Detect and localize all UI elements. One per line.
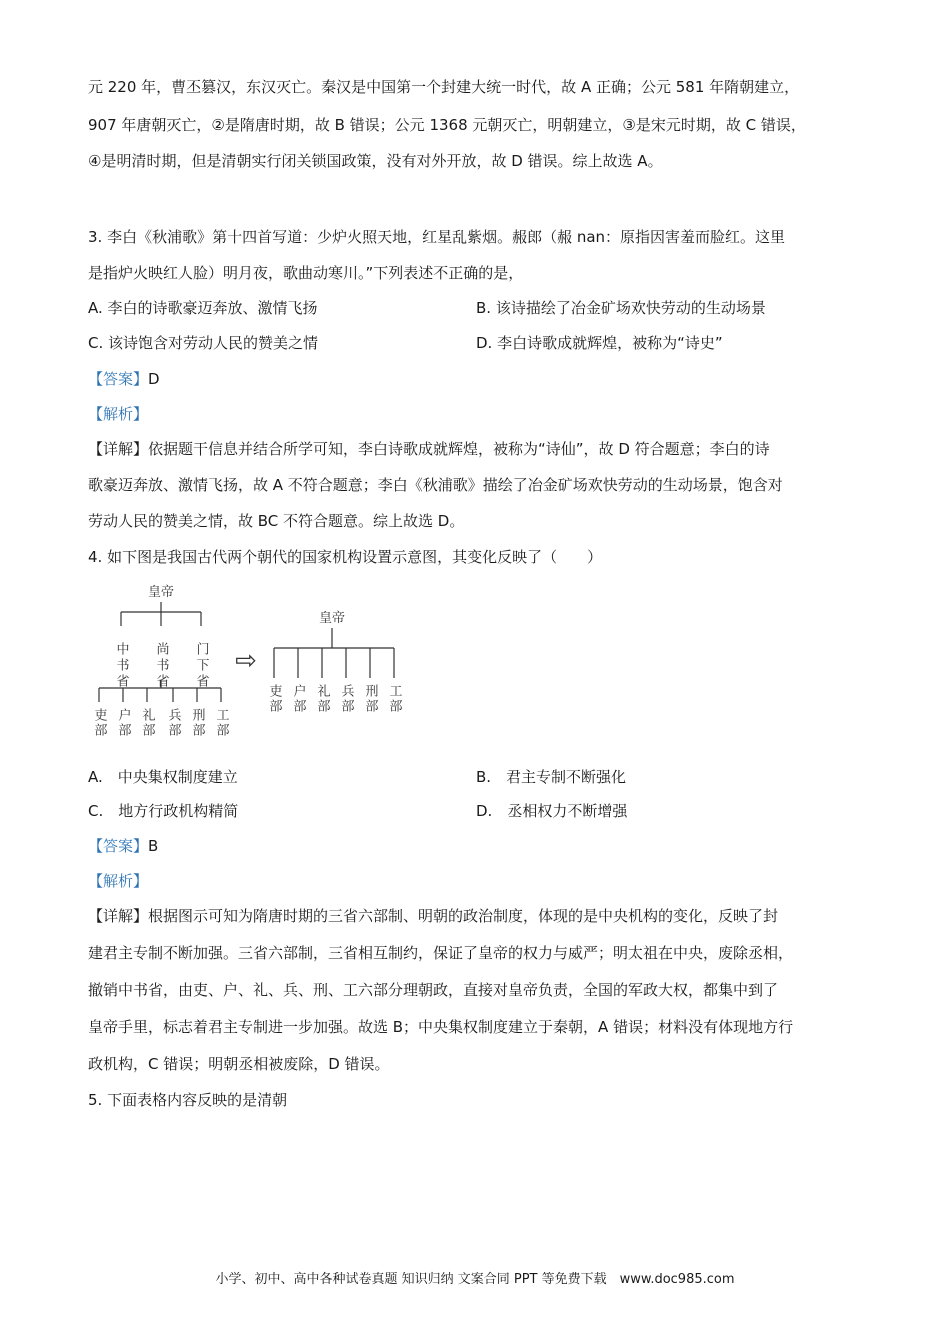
province-shangshu: 尚书省 [153, 642, 169, 690]
q3-option-b: B. 该诗描绘了冶金矿场欢快劳动的生动场景 [476, 299, 766, 317]
q4-stem: 4. 如下图是我国古代两个朝代的国家机构设置示意图，其变化反映了（ ） [88, 548, 603, 566]
q3-option-a: A. 李白的诗歌豪迈奔放、激情飞扬 [88, 299, 318, 317]
left-ministry-xing: 刑部 [189, 708, 205, 738]
right-ministry-gong: 工部 [386, 684, 402, 714]
page-footer: 小学、初中、高中各种试卷真题 知识归纳 文案合同 PPT 等免费下载 www.doc985.com [215, 1272, 735, 1287]
right-ministry-rites: 礼部 [314, 684, 330, 714]
q3-stem-line-1: 3. 李白《秋浦歌》第十四首写道：少炉火照天地，红星乱紫烟。赧郎（赧 nan：原指因害羞而脸红。这里 [88, 228, 786, 246]
q4-answer: B [148, 837, 159, 855]
left-emperor-label: 皇帝 [147, 585, 175, 600]
q4-detail-line-1: 【详解】根据图示可知为隋唐时期的三省六部制、明朝的政治制度，体现的是中央机构的变化，反映了封 [88, 907, 779, 925]
change-arrow-icon: ⇨ [235, 646, 257, 676]
q4-option-a: A. 中央集权制度建立 [88, 768, 238, 786]
q3-detail-line-1: 【详解】依据题干信息并结合所学可知，李白诗歌成就辉煌，被称为“诗仙”，故 D 符合题意；李白的诗 [88, 440, 770, 458]
left-ministry-hu: 户部 [115, 708, 131, 738]
q4-option-b: B. 君主专制不断强化 [476, 768, 627, 786]
q4-answer-tag: 【答案】 [88, 837, 149, 855]
q4-option-c: C. 地方行政机构精简 [88, 802, 239, 820]
q4-detail-line-3: 撤销中书省，由吏、户、礼、兵、刑、工六部分理朝政，直接对皇帝负责，全国的军政大权，都集中到了 [88, 981, 779, 999]
q4-analysis-tag: 【解析】 [88, 872, 149, 890]
q3-analysis-tag: 【解析】 [88, 405, 149, 423]
province-zhongshu: 中书省 [113, 642, 129, 690]
q3-option-d: D. 李白诗歌成就辉煌，被称为“诗史” [476, 334, 723, 352]
q3-detail-line-3: 劳动人民的赞美之情，故 BC 不符合题意。综上故选 D。 [88, 512, 465, 530]
q4-option-d: D. 丞相权力不断增强 [476, 802, 628, 820]
intro-line-3: ④是明清时期，但是清朝实行闭关锁国政策，没有对外开放，故 D 错误。综上故选 A。 [88, 152, 663, 170]
left-ministry-rites: 礼部 [139, 708, 155, 738]
intro-line-2: 907 年唐朝灭亡，②是隋唐时期，故 B 错误；公元 1368 元朝灭亡，明朝建立，③是宋元时期，故 C 错误， [88, 116, 806, 134]
q4-answer-row [88, 835, 158, 857]
right-ministry-hu: 户部 [290, 684, 306, 714]
q4-detail-line-2: 建君主专制不断加强。三省六部制，三省相互制约，保证了皇帝的权力与威严；明太祖在中央，废除丞相， [88, 944, 794, 962]
q5-stem: 5. 下面表格内容反映的是清朝 [88, 1091, 288, 1109]
left-ministry-li: 吏部 [91, 708, 107, 738]
right-ministry-xing: 刑部 [362, 684, 378, 714]
q3-option-c: C. 该诗饱含对劳动人民的赞美之情 [88, 334, 319, 352]
left-ministry-gong: 工部 [213, 708, 229, 738]
q3-answer-tag: 【答案】 [88, 370, 149, 388]
right-ministry-li: 吏部 [266, 684, 282, 714]
q3-detail-line-2: 歌豪迈奔放、激情飞扬，故 A 不符合题意；李白《秋浦歌》描绘了冶金矿场欢快劳动的生动场景，饱含对 [88, 476, 783, 494]
left-ministry-bing: 兵部 [165, 708, 181, 738]
q3-answer-row [88, 368, 160, 390]
right-ministry-bing: 兵部 [338, 684, 354, 714]
province-menxia: 门下省 [193, 642, 209, 690]
intro-line-1: 元 220 年，曹丕篡汉，东汉灭亡。秦汉是中国第一个封建大统一时代，故 A 正确；公元 581 年隋朝建立， [88, 78, 800, 96]
q3-stem-line-2: 是指炉火映红人脸）明月夜，歌曲动寒川。”下列表述不正确的是， [88, 264, 524, 282]
institution-diagram [80, 578, 420, 748]
q4-detail-line-5: 政机构，C 错误；明朝丞相被废除，D 错误。 [88, 1055, 390, 1073]
q4-detail-line-4: 皇帝手里，标志着君主专制进一步加强。故选 B；中央集权制度建立于秦朝，A 错误；材料没有体现地方行 [88, 1018, 794, 1036]
right-emperor-label: 皇帝 [318, 611, 346, 626]
q3-answer: D [148, 370, 160, 388]
